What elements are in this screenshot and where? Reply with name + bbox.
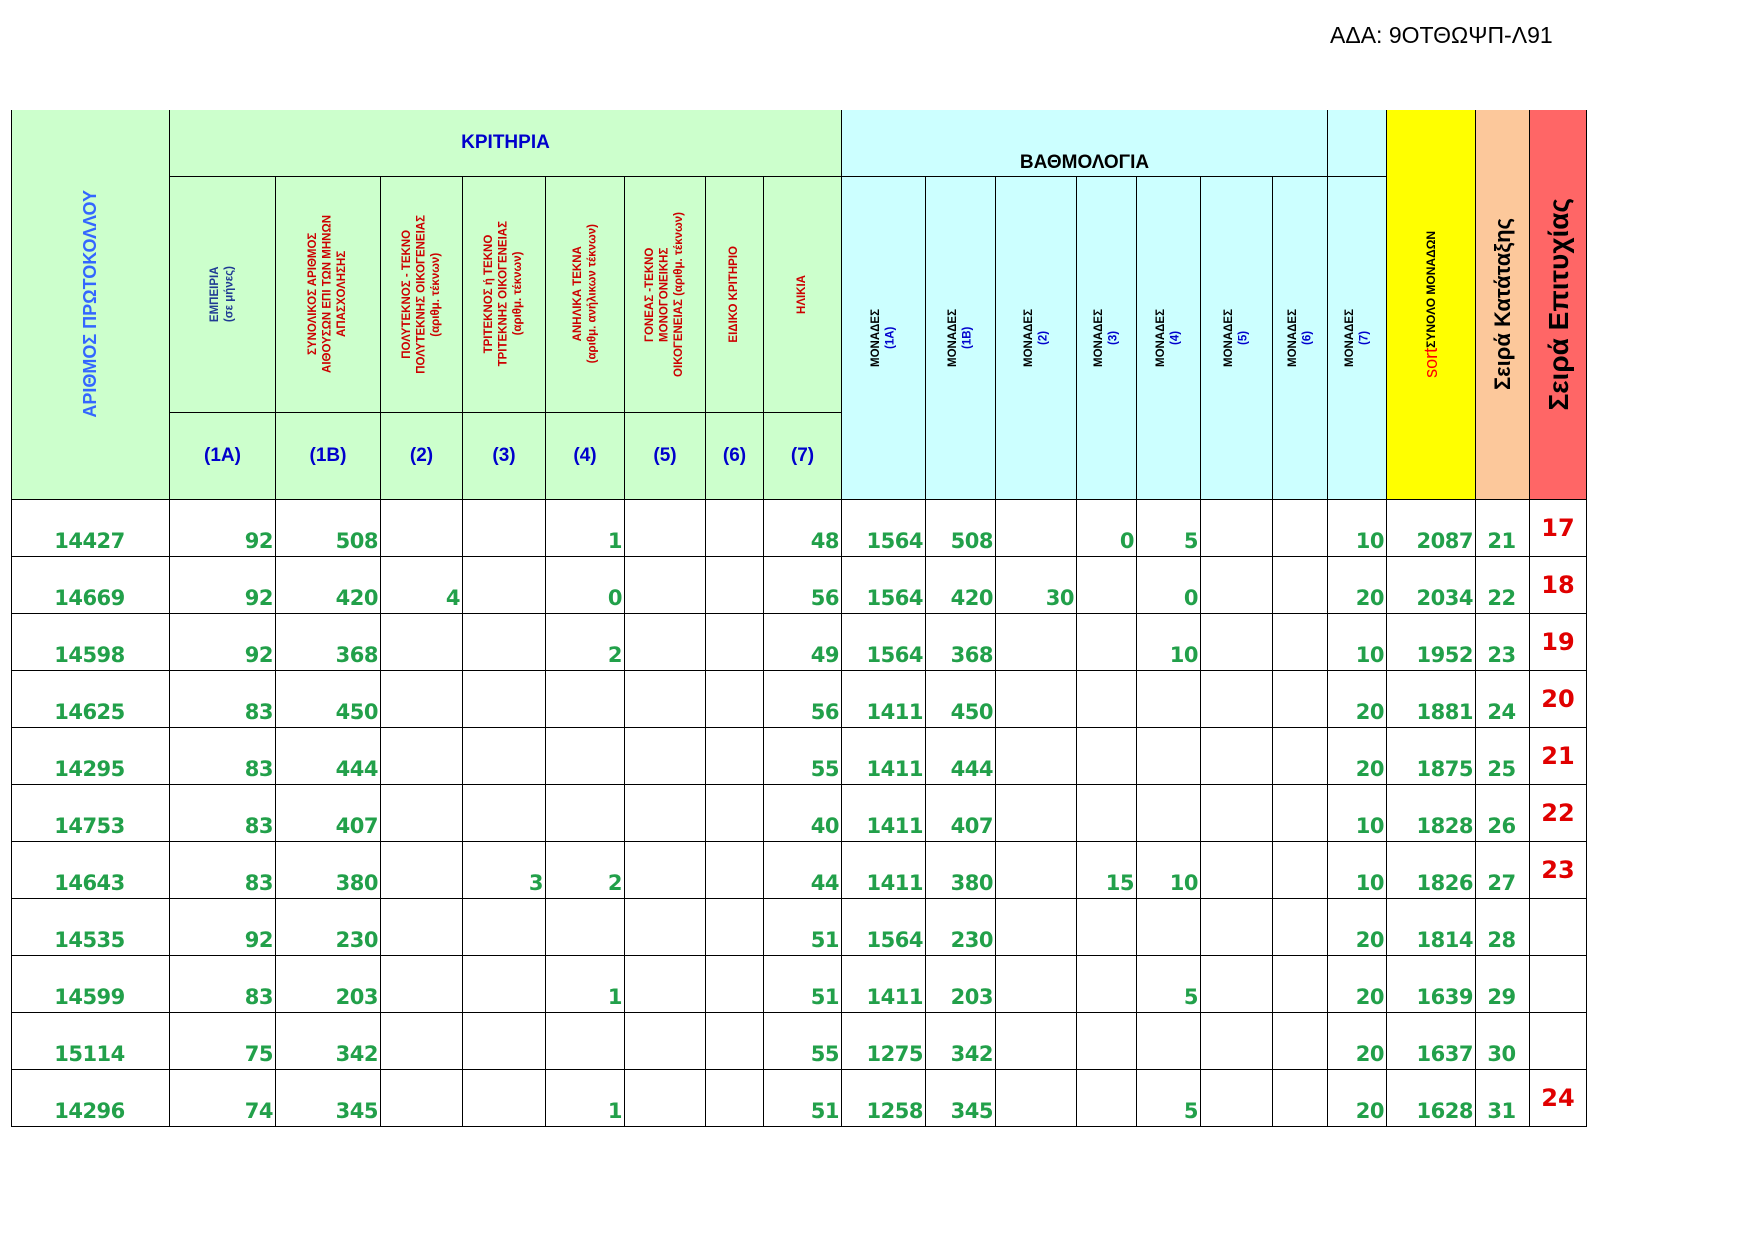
monades-label: ΜΟΝΑΔΕΣ (1Β)	[926, 176, 996, 499]
criterion-cell: 51	[764, 1069, 842, 1126]
monades-cell	[1077, 898, 1137, 955]
protocol-cell: 14599	[12, 955, 170, 1012]
monades-label: ΜΟΝΑΔΕΣ (7)	[1328, 176, 1387, 499]
criterion-code: (1Β)	[276, 412, 381, 499]
monades-cell	[1201, 613, 1273, 670]
criterion-cell	[706, 1069, 764, 1126]
criterion-cell	[625, 556, 706, 613]
header-vathmologia: ΒΑΘΜΟΛΟΓΙΑ	[842, 110, 1328, 176]
criterion-cell	[706, 898, 764, 955]
criterion-cell: 92	[170, 556, 276, 613]
monades-cell	[1273, 898, 1328, 955]
criterion-cell	[463, 898, 546, 955]
total-cell: 1628	[1387, 1069, 1476, 1126]
table-row	[12, 841, 1587, 898]
monades-cell	[996, 841, 1077, 898]
criterion-cell: 83	[170, 670, 276, 727]
criterion-cell: 0	[546, 556, 625, 613]
criterion-cell	[463, 670, 546, 727]
criterion-cell: 1	[546, 1069, 625, 1126]
criterion-cell	[381, 613, 463, 670]
criterion-cell: 55	[764, 1012, 842, 1069]
criterion-cell	[381, 727, 463, 784]
monades-cell	[1077, 556, 1137, 613]
protocol-cell: 15114	[12, 1012, 170, 1069]
monades-cell: 1564	[842, 613, 926, 670]
monades-cell: 368	[926, 613, 996, 670]
total-cell: 1875	[1387, 727, 1476, 784]
monades-cell	[1273, 1012, 1328, 1069]
criterion-cell: 83	[170, 784, 276, 841]
monades-cell: 1411	[842, 784, 926, 841]
success-cell	[1530, 1012, 1587, 1069]
monades-cell	[996, 784, 1077, 841]
success-cell: 21	[1530, 727, 1587, 784]
criterion-cell	[463, 784, 546, 841]
table-row	[12, 613, 1587, 670]
monades-cell	[1137, 670, 1201, 727]
criterion-cell	[706, 670, 764, 727]
table-row	[12, 1069, 1587, 1126]
monades-cell	[1201, 499, 1273, 556]
criterion-cell	[546, 784, 625, 841]
criterion-cell: 51	[764, 898, 842, 955]
criterion-cell	[381, 499, 463, 556]
monades-cell: 1258	[842, 1069, 926, 1126]
criterion-cell: 49	[764, 613, 842, 670]
monades-cell: 5	[1137, 1069, 1201, 1126]
criterion-cell: 230	[276, 898, 381, 955]
monades-cell: 5	[1137, 955, 1201, 1012]
monades-cell: 20	[1328, 670, 1387, 727]
criterion-cell: 420	[276, 556, 381, 613]
monades-cell	[996, 613, 1077, 670]
table-header	[12, 110, 1587, 499]
header-protocol: ΑΡΙΘΜΟΣ ΠΡΩΤΟΚΟΛΛΟΥ	[12, 110, 170, 499]
monades-cell	[996, 499, 1077, 556]
protocol-cell: 14535	[12, 898, 170, 955]
criterion-cell	[625, 613, 706, 670]
criterion-cell	[625, 1012, 706, 1069]
monades-cell: 508	[926, 499, 996, 556]
success-cell	[1530, 898, 1587, 955]
monades-cell: 10	[1328, 499, 1387, 556]
monades-cell: 20	[1328, 727, 1387, 784]
criterion-code: (6)	[706, 412, 764, 499]
criterion-cell	[546, 727, 625, 784]
monades-cell	[996, 670, 1077, 727]
table-row	[12, 1012, 1587, 1069]
criterion-cell	[706, 784, 764, 841]
table-row	[12, 898, 1587, 955]
table-row	[12, 784, 1587, 841]
criterion-code: (1Α)	[170, 412, 276, 499]
monades-cell: 1411	[842, 955, 926, 1012]
monades-cell: 20	[1328, 1012, 1387, 1069]
protocol-cell: 14669	[12, 556, 170, 613]
monades-cell: 230	[926, 898, 996, 955]
criterion-cell: 48	[764, 499, 842, 556]
criterion-cell	[463, 499, 546, 556]
criterion-cell	[463, 727, 546, 784]
monades-cell	[1077, 613, 1137, 670]
monades-cell	[996, 898, 1077, 955]
criterion-code: (7)	[764, 412, 842, 499]
monades-cell: 1564	[842, 499, 926, 556]
criterion-label: ΠΟΛΥΤΕΚΝΟΣ - ΤΕΚΝΟ ΠΟΛΥΤΕΚΝΗΣ ΟΙΚΟΓΕΝΕΙΑΣ (αριθμ. τέκνων)	[381, 176, 463, 412]
monades-label: ΜΟΝΑΔΕΣ (5)	[1201, 176, 1273, 499]
monades-cell	[1201, 727, 1273, 784]
criterion-cell: 55	[764, 727, 842, 784]
monades-cell: 1411	[842, 727, 926, 784]
rank-cell: 31	[1476, 1069, 1530, 1126]
monades-cell: 0	[1137, 556, 1201, 613]
criterion-cell	[706, 955, 764, 1012]
success-cell: 20	[1530, 670, 1587, 727]
criterion-code: (4)	[546, 412, 625, 499]
criterion-cell	[706, 727, 764, 784]
criterion-cell	[381, 898, 463, 955]
monades-cell: 1411	[842, 841, 926, 898]
monades-cell: 20	[1328, 955, 1387, 1012]
monades-cell	[1273, 670, 1328, 727]
success-cell: 23	[1530, 841, 1587, 898]
table-row	[12, 727, 1587, 784]
criterion-cell: 342	[276, 1012, 381, 1069]
monades-cell: 30	[996, 556, 1077, 613]
success-cell	[1530, 955, 1587, 1012]
criterion-cell	[706, 499, 764, 556]
rank-cell: 24	[1476, 670, 1530, 727]
monades-cell	[1273, 727, 1328, 784]
criterion-cell: 92	[170, 613, 276, 670]
monades-label: ΜΟΝΑΔΕΣ (3)	[1077, 176, 1137, 499]
criterion-cell	[381, 1069, 463, 1126]
monades-cell: 380	[926, 841, 996, 898]
monades-cell	[1077, 1069, 1137, 1126]
total-cell: 1828	[1387, 784, 1476, 841]
criterion-cell	[546, 1012, 625, 1069]
monades-cell	[1201, 556, 1273, 613]
rank-cell: 27	[1476, 841, 1530, 898]
success-cell: 19	[1530, 613, 1587, 670]
monades-cell	[1201, 1012, 1273, 1069]
criterion-cell	[546, 898, 625, 955]
criterion-cell	[381, 841, 463, 898]
monades-cell	[1137, 898, 1201, 955]
criterion-cell: 92	[170, 898, 276, 955]
rank-cell: 29	[1476, 955, 1530, 1012]
monades-cell: 1564	[842, 556, 926, 613]
header-total: sortΣΥΝΟΛΟ ΜΟΝΑΔΩΝ	[1387, 110, 1476, 499]
header-success: Σειρά Επιτυχίας	[1530, 110, 1587, 499]
table-row	[12, 670, 1587, 727]
criterion-cell: 203	[276, 955, 381, 1012]
monades-cell: 342	[926, 1012, 996, 1069]
total-cell: 1639	[1387, 955, 1476, 1012]
monades-cell: 10	[1328, 613, 1387, 670]
criterion-cell	[625, 955, 706, 1012]
criterion-code: (3)	[463, 412, 546, 499]
criterion-cell	[463, 955, 546, 1012]
criterion-cell: 92	[170, 499, 276, 556]
monades-cell: 1564	[842, 898, 926, 955]
rank-cell: 30	[1476, 1012, 1530, 1069]
criterion-label: ΑΝΗΛΙΚΑ ΤΕΚΝΑ (αριθμ. ανήλικων τέκνων)	[546, 176, 625, 412]
criterion-cell	[546, 670, 625, 727]
total-cell: 1826	[1387, 841, 1476, 898]
criterion-cell	[625, 499, 706, 556]
monades-label: ΜΟΝΑΔΕΣ (2)	[996, 176, 1077, 499]
criterion-code: (2)	[381, 412, 463, 499]
ranking-table	[11, 110, 1587, 1127]
monades-cell	[1137, 784, 1201, 841]
rank-cell: 28	[1476, 898, 1530, 955]
criterion-cell: 2	[546, 613, 625, 670]
monades-cell: 203	[926, 955, 996, 1012]
monades-label: ΜΟΝΑΔΕΣ (1Α)	[842, 176, 926, 499]
monades-cell: 20	[1328, 556, 1387, 613]
table-row	[12, 955, 1587, 1012]
criterion-cell: 83	[170, 955, 276, 1012]
monades-cell: 444	[926, 727, 996, 784]
monades-cell	[1273, 613, 1328, 670]
monades-cell: 20	[1328, 898, 1387, 955]
monades-cell	[1273, 556, 1328, 613]
total-cell: 1881	[1387, 670, 1476, 727]
criterion-code: (5)	[625, 412, 706, 499]
table-row	[12, 499, 1587, 556]
monades-cell	[1201, 784, 1273, 841]
criterion-cell	[463, 556, 546, 613]
criterion-cell: 368	[276, 613, 381, 670]
criterion-cell: 4	[381, 556, 463, 613]
protocol-cell: 14753	[12, 784, 170, 841]
criterion-cell	[706, 556, 764, 613]
rank-cell: 22	[1476, 556, 1530, 613]
criterion-cell	[706, 1012, 764, 1069]
monades-label: ΜΟΝΑΔΕΣ (6)	[1273, 176, 1328, 499]
criterion-cell: 56	[764, 556, 842, 613]
rank-cell: 23	[1476, 613, 1530, 670]
criterion-cell	[706, 841, 764, 898]
success-cell: 24	[1530, 1069, 1587, 1126]
criterion-cell: 444	[276, 727, 381, 784]
criterion-cell: 2	[546, 841, 625, 898]
monades-cell: 420	[926, 556, 996, 613]
criterion-label: ΕΜΠΕΙΡΙΑ (σε μήνες)	[170, 176, 276, 412]
criterion-cell: 1	[546, 955, 625, 1012]
monades-cell	[1273, 784, 1328, 841]
monades-cell: 0	[1077, 499, 1137, 556]
total-cell: 1814	[1387, 898, 1476, 955]
monades-cell	[1201, 898, 1273, 955]
table-body	[12, 499, 1587, 1126]
monades-cell	[1077, 955, 1137, 1012]
criterion-cell	[381, 1012, 463, 1069]
criterion-label: ΕΙΔΙΚΟ ΚΡΙΤΗΡΙΟ	[706, 176, 764, 412]
criterion-cell	[625, 898, 706, 955]
criterion-cell	[625, 784, 706, 841]
criterion-cell: 75	[170, 1012, 276, 1069]
monades-cell: 5	[1137, 499, 1201, 556]
monades-cell: 10	[1328, 841, 1387, 898]
criterion-cell	[625, 841, 706, 898]
protocol-cell: 14598	[12, 613, 170, 670]
header-rank: Σειρά Κατάταξης	[1476, 110, 1530, 499]
monades-cell	[996, 1069, 1077, 1126]
monades-cell	[1273, 841, 1328, 898]
criterion-cell: 56	[764, 670, 842, 727]
monades-cell	[1077, 1012, 1137, 1069]
monades-cell	[1077, 727, 1137, 784]
criterion-cell: 44	[764, 841, 842, 898]
criterion-cell	[463, 1012, 546, 1069]
monades-cell	[1201, 670, 1273, 727]
monades-cell	[1137, 727, 1201, 784]
criterion-cell: 40	[764, 784, 842, 841]
criterion-cell: 51	[764, 955, 842, 1012]
criterion-cell: 74	[170, 1069, 276, 1126]
criterion-cell	[625, 1069, 706, 1126]
success-cell: 17	[1530, 499, 1587, 556]
criterion-cell: 3	[463, 841, 546, 898]
criterion-cell	[381, 784, 463, 841]
criterion-cell	[381, 955, 463, 1012]
monades-cell	[1201, 955, 1273, 1012]
table-row	[12, 556, 1587, 613]
protocol-cell: 14643	[12, 841, 170, 898]
ada-code: ΑΔΑ: 9ΟΤΘΩΨΠ-Λ91	[1330, 22, 1553, 48]
monades-cell	[1273, 955, 1328, 1012]
protocol-cell: 14625	[12, 670, 170, 727]
monades-cell: 1275	[842, 1012, 926, 1069]
rank-cell: 21	[1476, 499, 1530, 556]
protocol-cell: 14295	[12, 727, 170, 784]
monades-cell: 1411	[842, 670, 926, 727]
monades-cell	[1273, 1069, 1328, 1126]
monades-cell: 10	[1137, 841, 1201, 898]
monades-cell: 10	[1328, 784, 1387, 841]
rank-cell: 26	[1476, 784, 1530, 841]
header-vathmologia-extra	[1328, 110, 1387, 176]
criterion-cell	[381, 670, 463, 727]
criterion-cell	[463, 613, 546, 670]
criterion-cell	[625, 670, 706, 727]
criterion-label: ΤΡΙΤΕΚΝΟΣ ή ΤΕΚΝΟ ΤΡΙΤΕΚΝΗΣ ΟΙΚΟΓΕΝΕΙΑΣ (αριθμ. τέκνων)	[463, 176, 546, 412]
monades-cell: 10	[1137, 613, 1201, 670]
protocol-cell: 14296	[12, 1069, 170, 1126]
monades-cell	[1201, 1069, 1273, 1126]
monades-cell: 20	[1328, 1069, 1387, 1126]
total-cell: 1952	[1387, 613, 1476, 670]
monades-cell	[1077, 784, 1137, 841]
criterion-cell: 83	[170, 727, 276, 784]
criterion-cell: 450	[276, 670, 381, 727]
total-cell: 2087	[1387, 499, 1476, 556]
monades-cell: 15	[1077, 841, 1137, 898]
total-cell: 2034	[1387, 556, 1476, 613]
header-kritiria: ΚΡΙΤΗΡΙΑ	[170, 110, 842, 176]
monades-cell	[1273, 499, 1328, 556]
monades-cell: 407	[926, 784, 996, 841]
monades-cell	[996, 727, 1077, 784]
success-cell: 22	[1530, 784, 1587, 841]
monades-label: ΜΟΝΑΔΕΣ (4)	[1137, 176, 1201, 499]
total-cell: 1637	[1387, 1012, 1476, 1069]
criterion-cell: 345	[276, 1069, 381, 1126]
criterion-label: ΓΟΝΕΑΣ -ΤΕΚΝΟ ΜΟΝΟΓΟΝΕΙΚΗΣ ΟΙΚΟΓΕΝΕΙΑΣ (αριθμ. τέκνων)	[625, 176, 706, 412]
criterion-cell: 83	[170, 841, 276, 898]
monades-cell	[1201, 841, 1273, 898]
criterion-cell	[625, 727, 706, 784]
criterion-cell	[463, 1069, 546, 1126]
criterion-cell: 380	[276, 841, 381, 898]
monades-cell	[1077, 670, 1137, 727]
criterion-cell: 508	[276, 499, 381, 556]
protocol-cell: 14427	[12, 499, 170, 556]
criterion-label: ΣΥΝΟΛΙΚΟΣ ΑΡΙΘΜΟΣ ΑΙΘΟΥΣΩΝ ΕΠΙ ΤΩΝ ΜΗΝΩΝ ΑΠΑΣΧΟΛΗΣΗΣ	[276, 176, 381, 412]
criterion-cell: 1	[546, 499, 625, 556]
success-cell: 18	[1530, 556, 1587, 613]
criterion-cell: 407	[276, 784, 381, 841]
criterion-cell	[706, 613, 764, 670]
monades-cell	[996, 955, 1077, 1012]
monades-cell	[1137, 1012, 1201, 1069]
rank-cell: 25	[1476, 727, 1530, 784]
monades-cell: 450	[926, 670, 996, 727]
monades-cell: 345	[926, 1069, 996, 1126]
criterion-label: ΗΛΙΚΙΑ	[764, 176, 842, 412]
monades-cell	[996, 1012, 1077, 1069]
